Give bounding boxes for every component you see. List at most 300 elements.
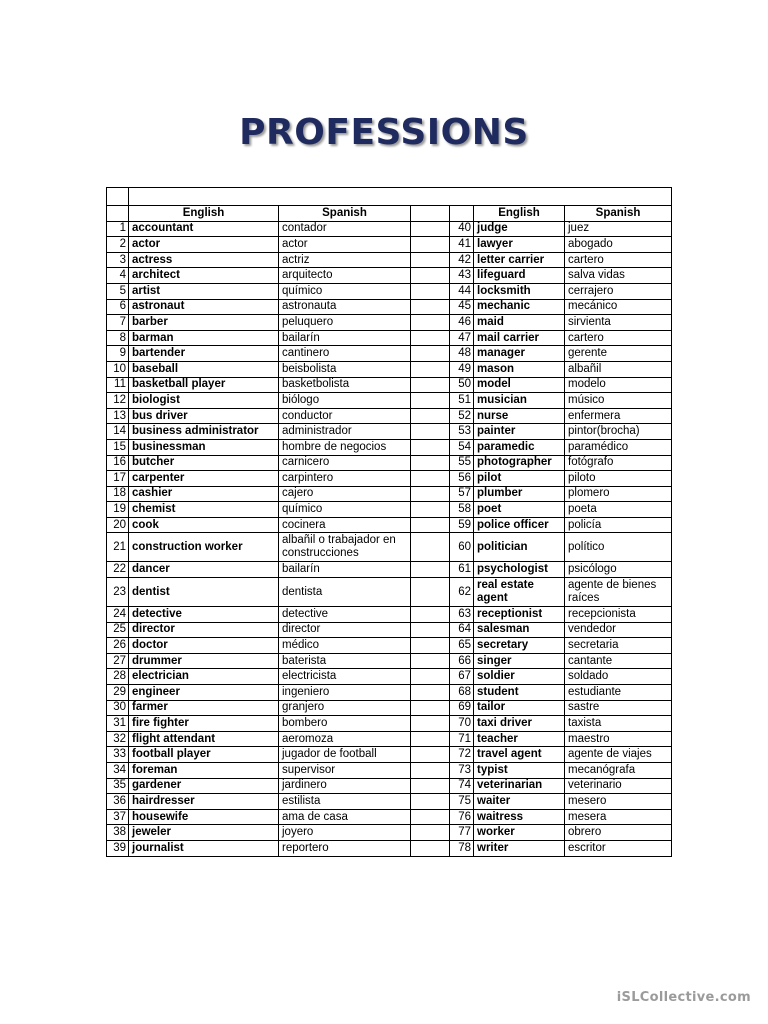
spanish-word-right: secretaria: [565, 638, 672, 654]
spanish-word-left: bailarín: [279, 330, 411, 346]
spanish-word-right: plomero: [565, 486, 672, 502]
spanish-word-left: médico: [279, 638, 411, 654]
spacer-cell: [411, 809, 450, 825]
number-left: 7: [107, 315, 129, 331]
header-english-left: English: [129, 206, 279, 222]
number-right: 62: [450, 578, 474, 607]
number-right: 50: [450, 377, 474, 393]
english-word-left: foreman: [129, 763, 279, 779]
english-word-right: judge: [474, 221, 565, 237]
english-word-right: paramedic: [474, 439, 565, 455]
table-row: [107, 237, 672, 253]
number-right: 41: [450, 237, 474, 253]
spacer-cell: [411, 747, 450, 763]
spacer-cell: [411, 669, 450, 685]
spanish-word-left: director: [279, 622, 411, 638]
table-row: [107, 424, 672, 440]
spanish-word-right: soldado: [565, 669, 672, 685]
spacer-cell: [411, 638, 450, 654]
spacer-cell: [411, 562, 450, 578]
english-word-right: police officer: [474, 517, 565, 533]
spanish-word-left: cajero: [279, 486, 411, 502]
table-row: [107, 486, 672, 502]
spacer-cell: [411, 424, 450, 440]
spanish-word-right: veterinario: [565, 778, 672, 794]
page-title: PROFESSIONS: [239, 112, 529, 153]
english-word-right: travel agent: [474, 747, 565, 763]
spanish-word-right: estudiante: [565, 685, 672, 701]
table-row: [107, 638, 672, 654]
table-row: [107, 471, 672, 487]
spacer-cell: [411, 716, 450, 732]
spanish-word-right: poeta: [565, 502, 672, 518]
number-right: 72: [450, 747, 474, 763]
spacer-cell: [411, 252, 450, 268]
number-right: 73: [450, 763, 474, 779]
number-left: 27: [107, 653, 129, 669]
table-row: [107, 700, 672, 716]
number-right: 63: [450, 607, 474, 623]
spacer-cell: [411, 486, 450, 502]
number-left: 37: [107, 809, 129, 825]
number-left: 32: [107, 731, 129, 747]
english-word-left: baseball: [129, 361, 279, 377]
spacer-cell: [411, 700, 450, 716]
spacer-cell: [411, 763, 450, 779]
english-word-left: basketball player: [129, 377, 279, 393]
spacer-cell: [411, 731, 450, 747]
spanish-word-right: modelo: [565, 377, 672, 393]
number-left: 14: [107, 424, 129, 440]
spacer-cell: [411, 408, 450, 424]
spanish-word-right: sirvienta: [565, 315, 672, 331]
english-word-left: farmer: [129, 700, 279, 716]
spanish-word-left: baterista: [279, 653, 411, 669]
english-word-right: taxi driver: [474, 716, 565, 732]
table-top-row: [107, 188, 672, 206]
english-word-left: cook: [129, 517, 279, 533]
english-word-left: fire fighter: [129, 716, 279, 732]
table-row: [107, 330, 672, 346]
english-word-left: cashier: [129, 486, 279, 502]
number-left: 39: [107, 840, 129, 856]
english-word-right: letter carrier: [474, 252, 565, 268]
english-word-right: typist: [474, 763, 565, 779]
spacer-cell: [411, 622, 450, 638]
english-word-left: housewife: [129, 809, 279, 825]
number-right: 53: [450, 424, 474, 440]
number-right: 47: [450, 330, 474, 346]
table-row: [107, 517, 672, 533]
number-left: 15: [107, 439, 129, 455]
spanish-word-left: químico: [279, 283, 411, 299]
number-left: 20: [107, 517, 129, 533]
spacer-cell: [411, 778, 450, 794]
table-row: [107, 794, 672, 810]
spanish-word-left: dentista: [279, 578, 411, 607]
spacer-cell: [411, 377, 450, 393]
number-right: 48: [450, 346, 474, 362]
number-right: 74: [450, 778, 474, 794]
spacer-cell: [411, 346, 450, 362]
spacer-cell: [411, 237, 450, 253]
english-word-left: football player: [129, 747, 279, 763]
table-row: [107, 622, 672, 638]
spanish-word-right: recepcionista: [565, 607, 672, 623]
english-word-right: secretary: [474, 638, 565, 654]
table-row: [107, 346, 672, 362]
number-right: 40: [450, 221, 474, 237]
number-left: 21: [107, 533, 129, 562]
english-word-right: nurse: [474, 408, 565, 424]
english-word-left: bus driver: [129, 408, 279, 424]
english-word-left: carpenter: [129, 471, 279, 487]
number-right: 46: [450, 315, 474, 331]
number-left: 6: [107, 299, 129, 315]
number-right: 64: [450, 622, 474, 638]
english-word-right: tailor: [474, 700, 565, 716]
number-right: 76: [450, 809, 474, 825]
spacer-cell: [411, 794, 450, 810]
spacer-cell: [411, 393, 450, 409]
number-left: 30: [107, 700, 129, 716]
table-row: [107, 763, 672, 779]
number-right: 45: [450, 299, 474, 315]
number-right: 70: [450, 716, 474, 732]
number-left: 8: [107, 330, 129, 346]
english-word-right: soldier: [474, 669, 565, 685]
number-right: 60: [450, 533, 474, 562]
table-row: [107, 252, 672, 268]
spanish-word-right: gerente: [565, 346, 672, 362]
number-right: 58: [450, 502, 474, 518]
header-number-left: [107, 206, 129, 222]
spanish-word-right: maestro: [565, 731, 672, 747]
spanish-word-left: carpintero: [279, 471, 411, 487]
number-right: 44: [450, 283, 474, 299]
english-word-left: actress: [129, 252, 279, 268]
spacer-cell: [411, 517, 450, 533]
english-word-right: receptionist: [474, 607, 565, 623]
number-left: 1: [107, 221, 129, 237]
spanish-word-left: joyero: [279, 825, 411, 841]
spacer-cell: [411, 268, 450, 284]
number-left: 10: [107, 361, 129, 377]
spacer-cell: [411, 361, 450, 377]
spanish-word-right: policía: [565, 517, 672, 533]
english-word-left: businessman: [129, 439, 279, 455]
english-word-left: actor: [129, 237, 279, 253]
header-spanish-left: Spanish: [279, 206, 411, 222]
blank-merged-cell: [129, 188, 672, 206]
table-row: [107, 840, 672, 856]
spanish-word-right: cerrajero: [565, 283, 672, 299]
number-left: 25: [107, 622, 129, 638]
number-left: 33: [107, 747, 129, 763]
spanish-word-left: astronauta: [279, 299, 411, 315]
table-row: [107, 439, 672, 455]
header-spanish-right: Spanish: [565, 206, 672, 222]
spanish-word-left: ingeniero: [279, 685, 411, 701]
english-word-left: hairdresser: [129, 794, 279, 810]
english-word-left: barman: [129, 330, 279, 346]
spanish-word-left: bailarín: [279, 562, 411, 578]
english-word-right: worker: [474, 825, 565, 841]
english-word-right: politician: [474, 533, 565, 562]
spanish-word-left: jugador de football: [279, 747, 411, 763]
english-word-right: photographer: [474, 455, 565, 471]
spacer-cell: [411, 825, 450, 841]
spanish-word-left: ama de casa: [279, 809, 411, 825]
number-right: 51: [450, 393, 474, 409]
english-word-left: drummer: [129, 653, 279, 669]
number-right: 52: [450, 408, 474, 424]
english-word-right: plumber: [474, 486, 565, 502]
number-left: 35: [107, 778, 129, 794]
header-number-right: [450, 206, 474, 222]
spacer-cell: [411, 283, 450, 299]
table-row: [107, 533, 672, 562]
number-right: 69: [450, 700, 474, 716]
spacer-cell: [411, 685, 450, 701]
english-word-left: dancer: [129, 562, 279, 578]
number-right: 66: [450, 653, 474, 669]
table-row: [107, 268, 672, 284]
spanish-word-right: abogado: [565, 237, 672, 253]
english-word-left: astronaut: [129, 299, 279, 315]
spanish-word-right: pintor(brocha): [565, 424, 672, 440]
spanish-word-right: psicólogo: [565, 562, 672, 578]
table-row: [107, 653, 672, 669]
english-word-right: manager: [474, 346, 565, 362]
spacer-cell: [411, 221, 450, 237]
english-word-right: maid: [474, 315, 565, 331]
number-right: 68: [450, 685, 474, 701]
number-left: 36: [107, 794, 129, 810]
number-right: 49: [450, 361, 474, 377]
english-word-right: singer: [474, 653, 565, 669]
english-word-left: biologist: [129, 393, 279, 409]
number-right: 71: [450, 731, 474, 747]
spanish-word-right: escritor: [565, 840, 672, 856]
table-row: [107, 809, 672, 825]
number-right: 65: [450, 638, 474, 654]
spanish-word-right: albañil: [565, 361, 672, 377]
table-row: [107, 283, 672, 299]
english-word-right: student: [474, 685, 565, 701]
table-row: [107, 825, 672, 841]
spanish-word-left: detective: [279, 607, 411, 623]
vocabulary-table: [106, 187, 672, 857]
spanish-word-left: químico: [279, 502, 411, 518]
english-word-left: construction worker: [129, 533, 279, 562]
english-word-left: jeweler: [129, 825, 279, 841]
spanish-word-right: enfermera: [565, 408, 672, 424]
spacer-cell: [411, 330, 450, 346]
number-right: 56: [450, 471, 474, 487]
table-row: [107, 747, 672, 763]
number-right: 77: [450, 825, 474, 841]
number-left: 31: [107, 716, 129, 732]
spacer-cell: [411, 653, 450, 669]
english-word-left: architect: [129, 268, 279, 284]
number-left: 23: [107, 578, 129, 607]
english-word-left: flight attendant: [129, 731, 279, 747]
number-left: 38: [107, 825, 129, 841]
header-spacer: [411, 206, 450, 222]
spanish-word-left: contador: [279, 221, 411, 237]
spacer-cell: [411, 439, 450, 455]
table-row: [107, 502, 672, 518]
spanish-word-left: peluquero: [279, 315, 411, 331]
spanish-word-left: cantinero: [279, 346, 411, 362]
number-left: 34: [107, 763, 129, 779]
english-word-right: poet: [474, 502, 565, 518]
spanish-word-left: albañil o trabajador en construcciones: [279, 533, 411, 562]
spanish-word-left: estilista: [279, 794, 411, 810]
english-word-left: business administrator: [129, 424, 279, 440]
spacer-cell: [411, 607, 450, 623]
table-row: [107, 778, 672, 794]
spanish-word-right: cartero: [565, 252, 672, 268]
spanish-word-left: actriz: [279, 252, 411, 268]
spanish-word-right: fotógrafo: [565, 455, 672, 471]
number-left: 28: [107, 669, 129, 685]
table-row: [107, 669, 672, 685]
english-word-left: butcher: [129, 455, 279, 471]
spanish-word-right: agente de viajes: [565, 747, 672, 763]
table-row: [107, 408, 672, 424]
spanish-word-left: conductor: [279, 408, 411, 424]
spanish-word-left: aeromoza: [279, 731, 411, 747]
table-row: [107, 377, 672, 393]
number-right: 61: [450, 562, 474, 578]
english-word-left: detective: [129, 607, 279, 623]
number-right: 42: [450, 252, 474, 268]
english-word-left: gardener: [129, 778, 279, 794]
english-word-right: real estate agent: [474, 578, 565, 607]
number-left: 2: [107, 237, 129, 253]
english-word-right: model: [474, 377, 565, 393]
table-row: [107, 578, 672, 607]
english-word-right: salesman: [474, 622, 565, 638]
english-word-right: waiter: [474, 794, 565, 810]
spacer-cell: [411, 840, 450, 856]
english-word-left: artist: [129, 283, 279, 299]
number-right: 54: [450, 439, 474, 455]
spanish-word-right: mesera: [565, 809, 672, 825]
english-word-right: waitress: [474, 809, 565, 825]
number-right: 55: [450, 455, 474, 471]
english-word-right: teacher: [474, 731, 565, 747]
spanish-word-left: biólogo: [279, 393, 411, 409]
number-right: 59: [450, 517, 474, 533]
number-left: 29: [107, 685, 129, 701]
number-left: 22: [107, 562, 129, 578]
table-row: [107, 716, 672, 732]
english-word-right: mason: [474, 361, 565, 377]
number-left: 18: [107, 486, 129, 502]
english-word-right: pilot: [474, 471, 565, 487]
spanish-word-right: juez: [565, 221, 672, 237]
table-row: [107, 455, 672, 471]
table-header-row: [107, 206, 672, 222]
number-left: 24: [107, 607, 129, 623]
spacer-cell: [411, 502, 450, 518]
spanish-word-left: jardinero: [279, 778, 411, 794]
spanish-word-right: político: [565, 533, 672, 562]
spacer-cell: [411, 533, 450, 562]
english-word-right: lifeguard: [474, 268, 565, 284]
number-left: 9: [107, 346, 129, 362]
spanish-word-right: agente de bienes raíces: [565, 578, 672, 607]
spanish-word-left: reportero: [279, 840, 411, 856]
spanish-word-left: bombero: [279, 716, 411, 732]
table-row: [107, 315, 672, 331]
table-row: [107, 393, 672, 409]
number-left: 17: [107, 471, 129, 487]
spanish-word-right: mesero: [565, 794, 672, 810]
table-row: [107, 299, 672, 315]
english-word-right: psychologist: [474, 562, 565, 578]
spanish-word-left: electricista: [279, 669, 411, 685]
spanish-word-right: cartero: [565, 330, 672, 346]
number-right: 75: [450, 794, 474, 810]
number-left: 11: [107, 377, 129, 393]
english-word-left: doctor: [129, 638, 279, 654]
spanish-word-left: beisbolista: [279, 361, 411, 377]
spanish-word-right: salva vidas: [565, 268, 672, 284]
number-right: 43: [450, 268, 474, 284]
english-word-right: veterinarian: [474, 778, 565, 794]
header-english-right: English: [474, 206, 565, 222]
spanish-word-left: supervisor: [279, 763, 411, 779]
spanish-word-left: arquitecto: [279, 268, 411, 284]
spanish-word-right: mecanógrafa: [565, 763, 672, 779]
spanish-word-left: cocinera: [279, 517, 411, 533]
number-left: 19: [107, 502, 129, 518]
spanish-word-right: taxista: [565, 716, 672, 732]
spanish-word-right: mecánico: [565, 299, 672, 315]
number-left: 5: [107, 283, 129, 299]
english-word-left: electrician: [129, 669, 279, 685]
english-word-right: lawyer: [474, 237, 565, 253]
number-left: 26: [107, 638, 129, 654]
spacer-cell: [411, 299, 450, 315]
english-word-right: painter: [474, 424, 565, 440]
spanish-word-left: carnicero: [279, 455, 411, 471]
spanish-word-right: obrero: [565, 825, 672, 841]
english-word-left: engineer: [129, 685, 279, 701]
number-left: 3: [107, 252, 129, 268]
number-right: 67: [450, 669, 474, 685]
english-word-right: locksmith: [474, 283, 565, 299]
english-word-left: chemist: [129, 502, 279, 518]
number-left: 4: [107, 268, 129, 284]
english-word-right: mail carrier: [474, 330, 565, 346]
english-word-right: mechanic: [474, 299, 565, 315]
spanish-word-left: basketbolista: [279, 377, 411, 393]
english-word-left: accountant: [129, 221, 279, 237]
spanish-word-left: actor: [279, 237, 411, 253]
table-row: [107, 685, 672, 701]
spanish-word-right: cantante: [565, 653, 672, 669]
spanish-word-left: hombre de negocios: [279, 439, 411, 455]
watermark-text: iSLCollective.com: [616, 990, 751, 1005]
english-word-left: barber: [129, 315, 279, 331]
english-word-right: writer: [474, 840, 565, 856]
spanish-word-right: músico: [565, 393, 672, 409]
